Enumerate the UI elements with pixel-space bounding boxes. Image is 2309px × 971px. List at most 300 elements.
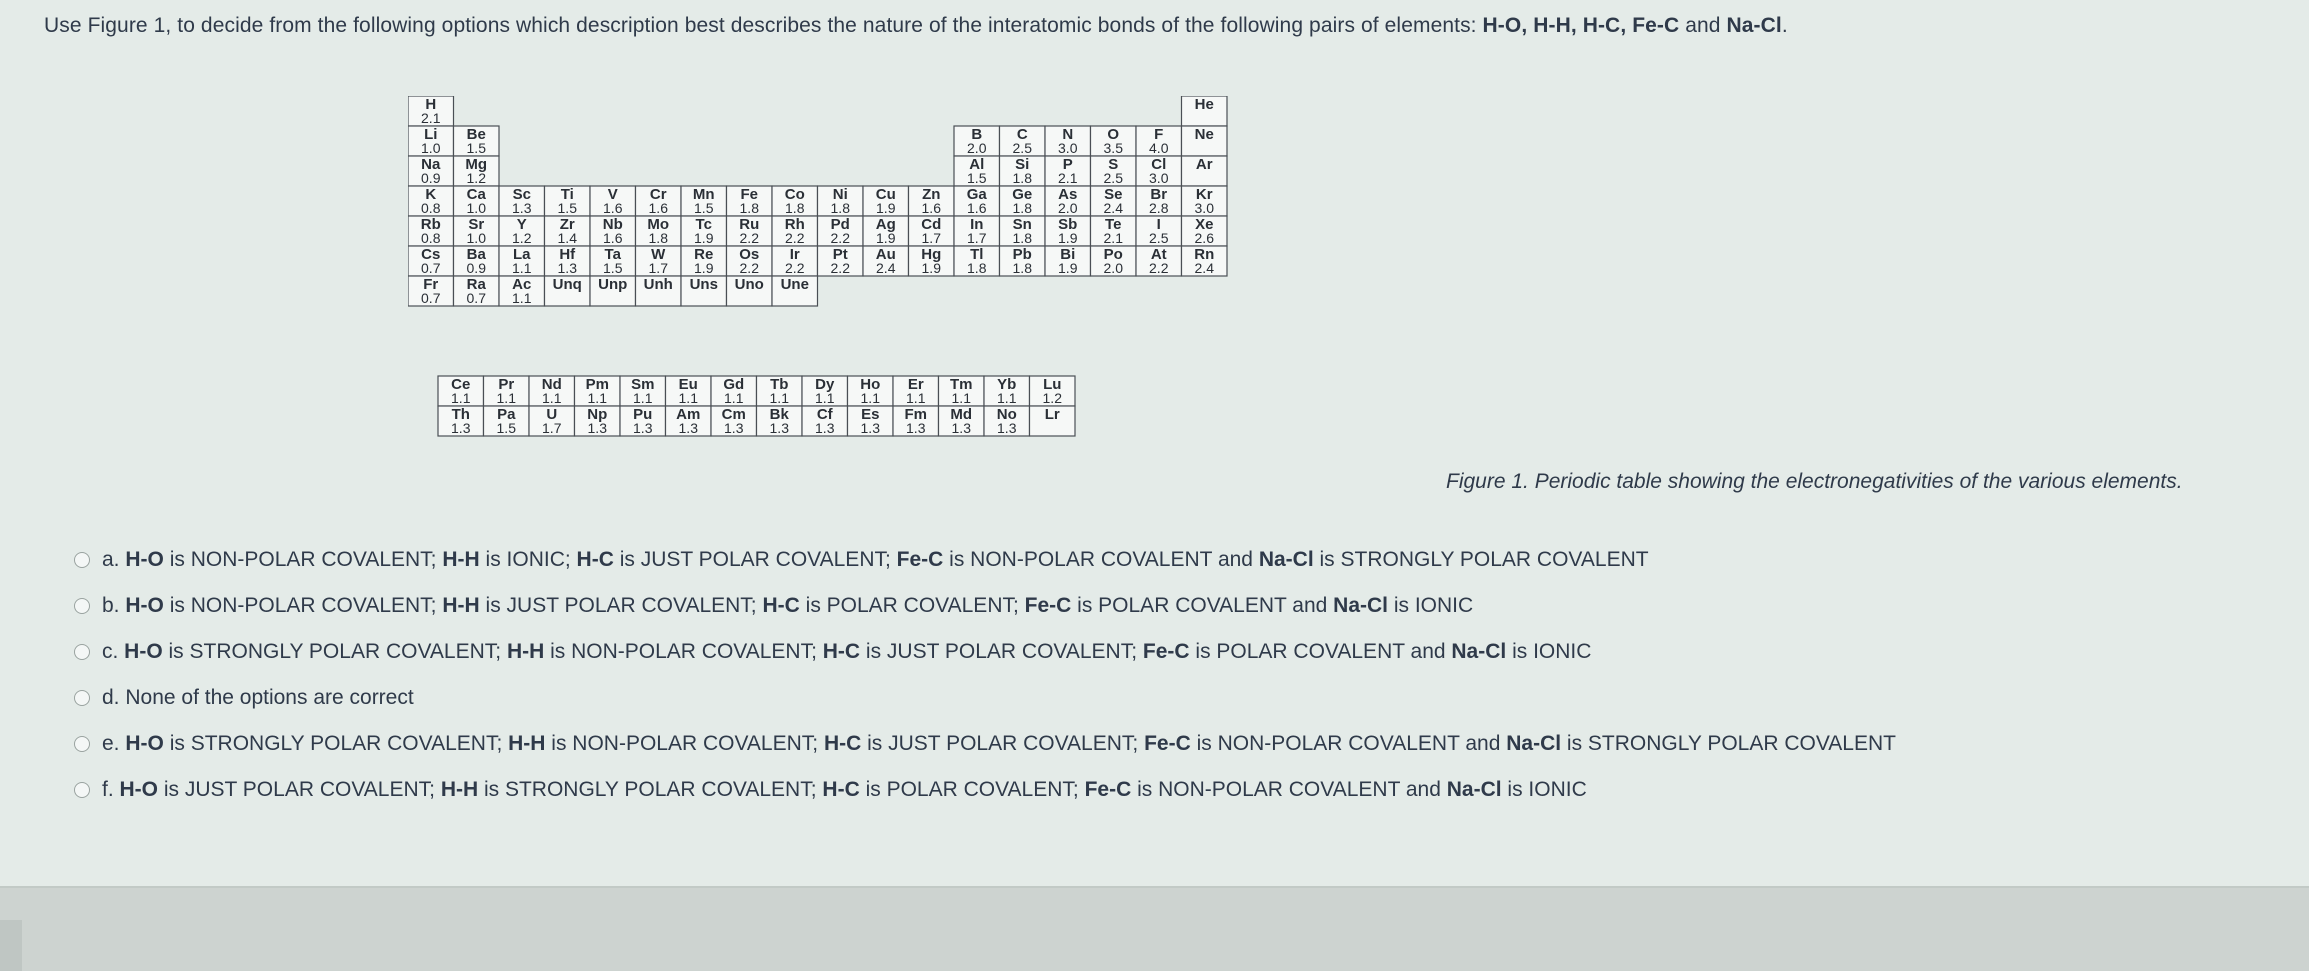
- element-cl: [1136, 156, 1182, 186]
- answer-option-d[interactable]: [74, 678, 1896, 718]
- element-ne: [1182, 126, 1228, 156]
- element-electronegativity: 0.7: [421, 260, 441, 276]
- element-electronegativity: 1.9: [1058, 260, 1078, 276]
- option-text: is STRONGLY POLAR COVALENT: [1313, 548, 1649, 571]
- element-symbol: Ce: [451, 376, 471, 393]
- element-electronegativity: 1.2: [1042, 390, 1062, 406]
- element-y: [499, 216, 545, 246]
- element-electronegativity: 1.9: [876, 230, 896, 246]
- bond-pair: Na-Cl: [1451, 640, 1507, 663]
- element-symbol: Cs: [421, 246, 441, 263]
- element-symbol: Nd: [541, 376, 562, 393]
- element-electronegativity: 2.6: [1194, 230, 1214, 246]
- element-electronegativity: 2.2: [739, 230, 759, 246]
- element-symbol: Eu: [678, 376, 698, 393]
- element-symbol: Si: [1015, 156, 1030, 173]
- element-ra: [454, 276, 500, 306]
- f-block-element-bk: [757, 406, 803, 436]
- element-h: [408, 96, 454, 126]
- element-symbol: Ne: [1194, 126, 1214, 143]
- element-ir: [772, 246, 818, 276]
- element-electronegativity: 1.1: [512, 260, 532, 276]
- element-tl: [954, 246, 1000, 276]
- option-letter: e.: [102, 732, 126, 755]
- element-electronegativity: 1.3: [512, 200, 532, 216]
- element-rn: [1182, 246, 1228, 276]
- element-li: [408, 126, 454, 156]
- element-au: [863, 246, 909, 276]
- element-electronegativity: 1.1: [724, 390, 744, 406]
- element-electronegativity: 1.1: [860, 390, 880, 406]
- f-block-element-np: [575, 406, 621, 436]
- element-symbol: S: [1108, 156, 1119, 173]
- element-electronegativity: 1.3: [860, 420, 880, 436]
- element-electronegativity: 1.8: [1012, 200, 1032, 216]
- element-symbol: Ni: [832, 186, 848, 203]
- element-as: [1045, 186, 1091, 216]
- element-electronegativity: 1.9: [694, 230, 714, 246]
- periodic-table-figure: [408, 96, 2208, 446]
- element-electronegativity: 2.0: [1058, 200, 1078, 216]
- element-symbol: Cm: [721, 406, 746, 423]
- option-text: is NON-POLAR COVALENT and: [1190, 732, 1507, 755]
- f-block-element-fm: [893, 406, 939, 436]
- element-electronegativity: 1.1: [542, 390, 562, 406]
- element-symbol: C: [1016, 126, 1028, 143]
- element-cr: [636, 186, 682, 216]
- element-electronegativity: 1.8: [1012, 170, 1032, 186]
- bond-pair: H-C: [762, 594, 800, 617]
- element-electronegativity: 1.1: [951, 390, 971, 406]
- element-electronegativity: 1.1: [815, 390, 835, 406]
- element-electronegativity: 1.9: [921, 260, 941, 276]
- element-electronegativity: 1.3: [587, 420, 607, 436]
- option-text: is POLAR COVALENT;: [859, 778, 1085, 801]
- element-symbol: Ho: [860, 376, 881, 393]
- element-mn: [681, 186, 727, 216]
- element-electronegativity: 1.0: [466, 200, 486, 216]
- element-electronegativity: 1.8: [1012, 230, 1032, 246]
- element-symbol: Pu: [633, 406, 653, 423]
- bond-pair: H-H: [440, 778, 479, 801]
- bond-pair: Fe-C: [896, 548, 944, 571]
- element-symbol: Ba: [466, 246, 486, 263]
- element-electronegativity: 2.2: [830, 260, 850, 276]
- element-electronegativity: 1.8: [785, 200, 805, 216]
- bond-pair: Fe-C: [1084, 778, 1132, 801]
- bond-pair: H-H: [442, 594, 480, 617]
- radio-button[interactable]: [74, 736, 90, 752]
- element-uno: [727, 276, 773, 306]
- answer-option-e[interactable]: [74, 724, 1896, 764]
- element-symbol: Ga: [966, 186, 987, 203]
- f-block-element-lu: [1030, 376, 1076, 406]
- element-hf: [545, 246, 591, 276]
- option-label: [102, 732, 1896, 756]
- question-and: and: [1679, 14, 1727, 37]
- element-symbol: B: [971, 126, 983, 143]
- bond-pair: Na-Cl: [1446, 778, 1502, 801]
- option-text: is POLAR COVALENT;: [799, 594, 1025, 617]
- element-symbol: No: [996, 406, 1017, 423]
- element-symbol: I: [1156, 216, 1161, 233]
- element-symbol: La: [512, 246, 531, 263]
- question-prefix: Use Figure 1, to decide from the following options which description best describes the nature of the interatomic bonds of the following pairs of elements:: [44, 14, 1483, 37]
- answer-options: [74, 540, 1896, 816]
- element-symbol: Os: [739, 246, 760, 263]
- element-os: [727, 246, 773, 276]
- element-symbol: K: [425, 186, 437, 203]
- element-electronegativity: 2.5: [1012, 140, 1032, 156]
- element-symbol: Tm: [950, 376, 973, 393]
- answer-option-c[interactable]: [74, 632, 1896, 672]
- bond-pair: H-H: [442, 548, 480, 571]
- option-label: [102, 548, 1649, 572]
- answer-option-f[interactable]: [74, 770, 1896, 810]
- element-symbol: He: [1194, 96, 1214, 113]
- element-symbol: Zn: [922, 186, 941, 203]
- element-electronegativity: 2.4: [1194, 260, 1214, 276]
- element-electronegativity: 1.0: [466, 230, 486, 246]
- element-electronegativity: 1.7: [967, 230, 987, 246]
- element-b: [954, 126, 1000, 156]
- element-uns: [681, 276, 727, 306]
- option-letter: a.: [102, 548, 126, 571]
- element-symbol: U: [546, 406, 558, 423]
- element-symbol: Xe: [1195, 216, 1214, 233]
- f-block-element-md: [939, 406, 985, 436]
- element-symbol: In: [970, 216, 984, 233]
- element-symbol: Une: [780, 276, 809, 293]
- element-electronegativity: 2.0: [967, 140, 987, 156]
- element-symbol: Ta: [604, 246, 621, 263]
- f-block-element-pu: [620, 406, 666, 436]
- element-electronegativity: 1.1: [769, 390, 789, 406]
- element-symbol: Unh: [643, 276, 673, 293]
- bond-pair: H-C: [823, 732, 862, 755]
- bond-pair: Fe-C: [1144, 732, 1191, 755]
- element-symbol: Nb: [602, 216, 623, 233]
- element-la: [499, 246, 545, 276]
- page-edge: [0, 920, 22, 971]
- option-label: [102, 686, 414, 710]
- element-electronegativity: 1.3: [815, 420, 835, 436]
- option-letter: c.: [102, 640, 125, 663]
- element-electronegativity: 1.1: [587, 390, 607, 406]
- element-symbol: Y: [516, 216, 527, 233]
- element-he: [1182, 96, 1228, 126]
- element-electronegativity: 0.7: [466, 290, 486, 306]
- element-s: [1091, 156, 1137, 186]
- element-electronegativity: 2.2: [739, 260, 759, 276]
- element-symbol: Se: [1104, 186, 1123, 203]
- element-symbol: Te: [1105, 216, 1122, 233]
- element-ru: [727, 216, 773, 246]
- element-symbol: Cr: [649, 186, 667, 203]
- element-symbol: Bk: [769, 406, 789, 423]
- element-symbol: N: [1062, 126, 1074, 143]
- option-text: is JUST POLAR COVALENT;: [479, 594, 763, 617]
- element-ni: [818, 186, 864, 216]
- element-symbol: Fr: [423, 276, 439, 293]
- option-letter: f.: [102, 778, 120, 801]
- option-text: is IONIC: [1506, 640, 1592, 663]
- element-symbol: Ge: [1012, 186, 1033, 203]
- element-symbol: Cd: [921, 216, 942, 233]
- option-text: is STRONGLY POLAR COVALENT;: [163, 732, 509, 755]
- element-symbol: Ru: [739, 216, 760, 233]
- element-electronegativity: 1.1: [678, 390, 698, 406]
- element-se: [1091, 186, 1137, 216]
- element-po: [1091, 246, 1137, 276]
- bond-pair: H-O: [125, 732, 164, 755]
- element-symbol: Ir: [789, 246, 800, 263]
- f-block-element-am: [666, 406, 712, 436]
- f-block-element-gd: [711, 376, 757, 406]
- element-tc: [681, 216, 727, 246]
- element-symbol: Br: [1150, 186, 1168, 203]
- element-unh: [636, 276, 682, 306]
- element-ti: [545, 186, 591, 216]
- element-kr: [1182, 186, 1228, 216]
- element-electronegativity: 2.4: [1103, 200, 1123, 216]
- option-text: is NON-POLAR COVALENT;: [163, 548, 443, 571]
- option-text: None of the options are correct: [125, 686, 414, 709]
- element-electronegativity: 1.6: [603, 200, 623, 216]
- element-ca: [454, 186, 500, 216]
- element-symbol: Zr: [559, 216, 575, 233]
- element-symbol: Rb: [420, 216, 441, 233]
- element-electronegativity: 0.9: [421, 170, 441, 186]
- bond-pair: Na-Cl: [1506, 732, 1562, 755]
- element-cs: [408, 246, 454, 276]
- radio-button[interactable]: [74, 598, 90, 614]
- element-electronegativity: 2.8: [1149, 200, 1169, 216]
- f-block-element-ce: [438, 376, 484, 406]
- option-text: is IONIC: [1388, 594, 1474, 617]
- element-unp: [590, 276, 636, 306]
- element-symbol: Sc: [512, 186, 531, 203]
- element-symbol: P: [1062, 156, 1073, 173]
- element-electronegativity: 1.3: [769, 420, 789, 436]
- answer-option-b[interactable]: [74, 586, 1896, 626]
- element-electronegativity: 1.3: [557, 260, 577, 276]
- element-electronegativity: 1.6: [648, 200, 668, 216]
- element-electronegativity: 2.1: [421, 110, 441, 126]
- element-symbol: Po: [1103, 246, 1123, 263]
- radio-button[interactable]: [74, 690, 90, 706]
- element-symbol: Ra: [466, 276, 486, 293]
- element-electronegativity: 1.0: [421, 140, 441, 156]
- element-o: [1091, 126, 1137, 156]
- element-symbol: Th: [451, 406, 470, 423]
- element-symbol: Uns: [689, 276, 718, 293]
- f-block-element-pr: [484, 376, 530, 406]
- element-be: [454, 126, 500, 156]
- option-text: is NON-POLAR COVALENT;: [545, 732, 824, 755]
- element-fe: [727, 186, 773, 216]
- element-symbol: Mg: [465, 156, 488, 173]
- bond-pair: H-C: [822, 778, 860, 801]
- element-symbol: F: [1154, 126, 1164, 143]
- element-symbol: Li: [424, 126, 438, 143]
- element-electronegativity: 1.3: [633, 420, 653, 436]
- element-symbol: Hg: [921, 246, 942, 263]
- element-symbol: Cl: [1151, 156, 1167, 173]
- option-text: is NON-POLAR COVALENT;: [544, 640, 823, 663]
- element-electronegativity: 1.2: [466, 170, 486, 186]
- element-electronegativity: 0.9: [466, 260, 486, 276]
- radio-button[interactable]: [74, 644, 90, 660]
- element-symbol: Ti: [560, 186, 574, 203]
- element-electronegativity: 1.8: [830, 200, 850, 216]
- element-electronegativity: 1.8: [1012, 260, 1032, 276]
- element-symbol: O: [1107, 126, 1120, 143]
- element-electronegativity: 3.0: [1058, 140, 1078, 156]
- element-electronegativity: 1.9: [694, 260, 714, 276]
- element-electronegativity: 2.5: [1149, 230, 1169, 246]
- radio-button[interactable]: [74, 782, 90, 798]
- element-electronegativity: 1.2: [512, 230, 532, 246]
- f-block-element-tb: [757, 376, 803, 406]
- element-ge: [1000, 186, 1046, 216]
- element-electronegativity: 1.5: [694, 200, 714, 216]
- element-symbol: Dy: [815, 376, 835, 393]
- element-symbol: Tb: [770, 376, 789, 393]
- f-block-element-sm: [620, 376, 666, 406]
- element-symbol: W: [651, 246, 666, 263]
- element-electronegativity: 2.1: [1103, 230, 1123, 246]
- element-electronegativity: 1.8: [648, 230, 668, 246]
- element-electronegativity: 1.9: [876, 200, 896, 216]
- element-electronegativity: 1.7: [921, 230, 941, 246]
- element-v: [590, 186, 636, 216]
- option-text: is JUST POLAR COVALENT;: [861, 732, 1145, 755]
- element-electronegativity: 1.6: [921, 200, 941, 216]
- option-text: is POLAR COVALENT and: [1189, 640, 1452, 663]
- element-symbol: Rn: [1194, 246, 1215, 263]
- element-electronegativity: 3.0: [1194, 200, 1214, 216]
- element-electronegativity: 1.6: [967, 200, 987, 216]
- bond-pair: H-O: [125, 548, 164, 571]
- element-electronegativity: 2.5: [1103, 170, 1123, 186]
- element-electronegativity: 1.1: [997, 390, 1017, 406]
- element-symbol: Kr: [1195, 186, 1213, 203]
- element-electronegativity: 1.4: [557, 230, 577, 246]
- element-electronegativity: 1.7: [648, 260, 668, 276]
- answer-option-a[interactable]: [74, 540, 1896, 580]
- element-br: [1136, 186, 1182, 216]
- element-rb: [408, 216, 454, 246]
- element-symbol: Co: [784, 186, 805, 203]
- f-block-element-es: [848, 406, 894, 436]
- element-co: [772, 186, 818, 216]
- f-block-element-lr: [1030, 406, 1076, 436]
- element-p: [1045, 156, 1091, 186]
- element-symbol: Md: [950, 406, 973, 423]
- element-une: [772, 276, 818, 306]
- element-electronegativity: 1.8: [967, 260, 987, 276]
- element-ga: [954, 186, 1000, 216]
- bond-pair: H-H: [506, 640, 545, 663]
- element-mg: [454, 156, 500, 186]
- element-electronegativity: 2.2: [830, 230, 850, 246]
- f-block-element-er: [893, 376, 939, 406]
- option-text: is JUST POLAR COVALENT;: [613, 548, 897, 571]
- element-symbol: Be: [466, 126, 486, 143]
- element-electronegativity: 1.1: [512, 290, 532, 306]
- element-electronegativity: 1.3: [678, 420, 698, 436]
- element-rh: [772, 216, 818, 246]
- element-xe: [1182, 216, 1228, 246]
- option-text: is NON-POLAR COVALENT and: [943, 548, 1259, 571]
- option-text: is NON-POLAR COVALENT;: [163, 594, 443, 617]
- element-symbol: Np: [587, 406, 608, 423]
- element-electronegativity: 1.3: [997, 420, 1017, 436]
- element-zr: [545, 216, 591, 246]
- bond-pair: Na-Cl: [1333, 594, 1388, 617]
- element-zn: [909, 186, 955, 216]
- element-symbol: Sm: [631, 376, 655, 393]
- element-symbol: Cu: [875, 186, 896, 203]
- element-symbol: Mn: [692, 186, 715, 203]
- bond-pair: H-C: [822, 640, 861, 663]
- element-f: [1136, 126, 1182, 156]
- element-ag: [863, 216, 909, 246]
- option-letter: d.: [102, 686, 126, 709]
- element-symbol: Sr: [468, 216, 485, 233]
- f-block-element-dy: [802, 376, 848, 406]
- f-block-element-pa: [484, 406, 530, 436]
- element-electronegativity: 2.1: [1058, 170, 1078, 186]
- element-electronegativity: 1.1: [633, 390, 653, 406]
- element-symbol: Am: [676, 406, 701, 423]
- figure-caption: Figure 1. Periodic table showing the electronegativities of the various elements.: [1446, 470, 2183, 493]
- element-symbol: Cf: [816, 406, 833, 423]
- option-label: [102, 778, 1587, 802]
- element-symbol: Au: [875, 246, 896, 263]
- radio-button[interactable]: [74, 552, 90, 568]
- element-electronegativity: 1.8: [739, 200, 759, 216]
- element-symbol: Unq: [552, 276, 582, 293]
- element-ac: [499, 276, 545, 306]
- element-electronegativity: 1.1: [451, 390, 471, 406]
- element-electronegativity: 1.7: [542, 420, 562, 436]
- element-i: [1136, 216, 1182, 246]
- element-symbol: Sb: [1058, 216, 1078, 233]
- element-fr: [408, 276, 454, 306]
- element-electronegativity: 0.7: [421, 290, 441, 306]
- periodic-table: [408, 96, 2208, 446]
- element-pt: [818, 246, 864, 276]
- f-block-element-ho: [848, 376, 894, 406]
- element-ar: [1182, 156, 1228, 186]
- element-electronegativity: 1.3: [724, 420, 744, 436]
- element-mo: [636, 216, 682, 246]
- element-electronegativity: 1.3: [451, 420, 471, 436]
- element-at: [1136, 246, 1182, 276]
- f-block-element-cf: [802, 406, 848, 436]
- element-symbol: Pb: [1012, 246, 1032, 263]
- element-symbol: H: [425, 96, 437, 113]
- element-k: [408, 186, 454, 216]
- element-symbol: Bi: [1060, 246, 1076, 263]
- element-symbol: Gd: [723, 376, 745, 393]
- element-symbol: Er: [907, 376, 924, 393]
- element-electronegativity: 1.5: [496, 420, 516, 436]
- element-pd: [818, 216, 864, 246]
- element-re: [681, 246, 727, 276]
